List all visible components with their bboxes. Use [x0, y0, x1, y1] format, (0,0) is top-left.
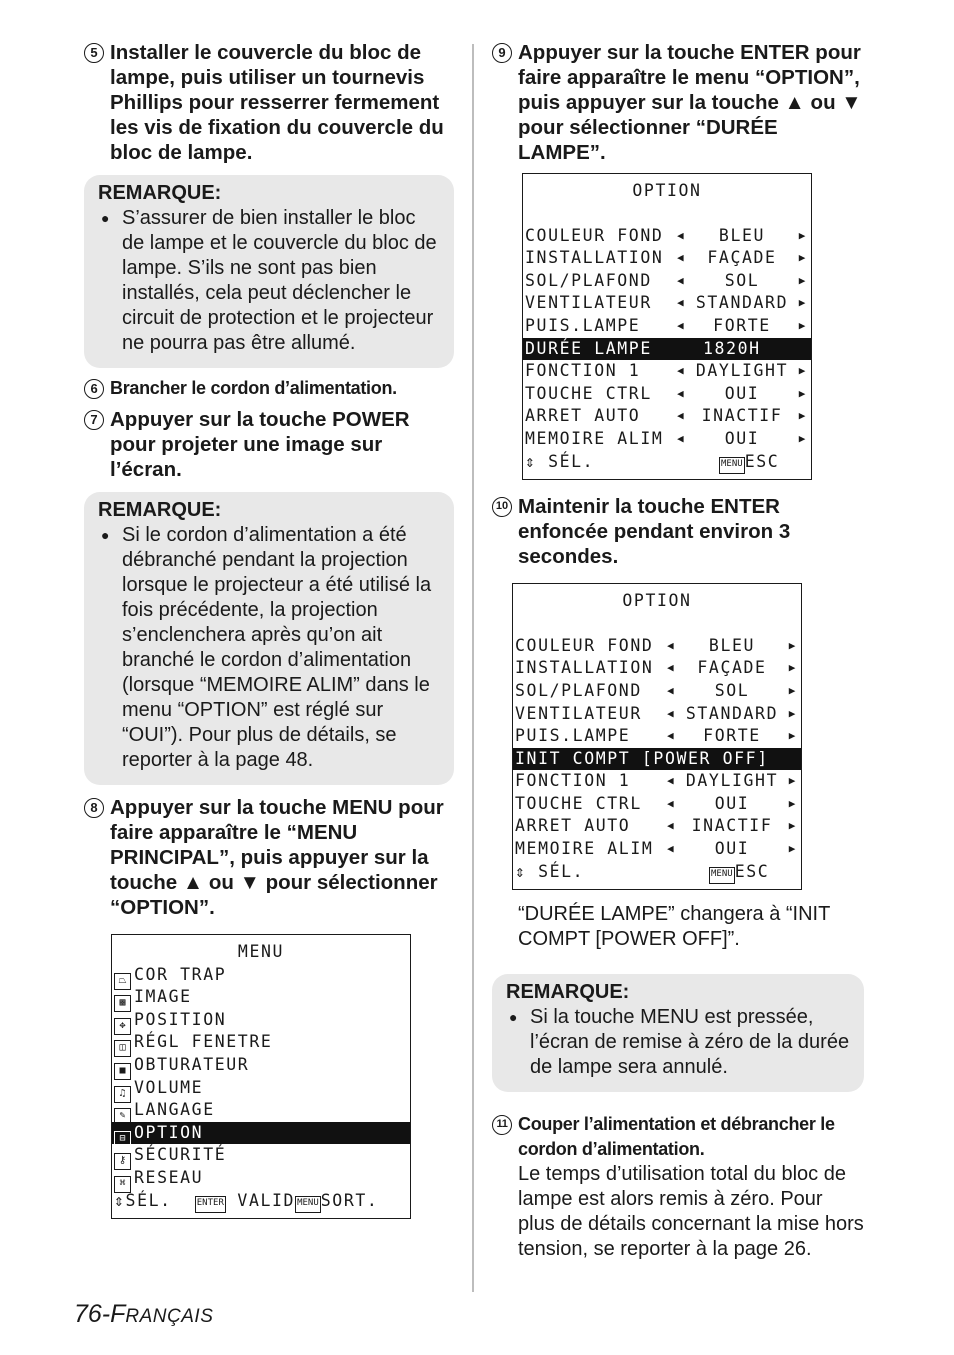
right-arrow-icon: ▶	[788, 706, 797, 720]
step-8	[84, 795, 454, 920]
option-value-text: SOL	[724, 270, 760, 290]
option-label: DURÉE LAMPE	[525, 338, 652, 358]
menu-item[interactable]	[112, 1054, 410, 1077]
option-value	[667, 657, 797, 680]
menu-item-label: OBTURATEUR	[134, 1054, 250, 1074]
right-arrow-icon: ▶	[788, 796, 797, 810]
menu-key-icon: MENU	[719, 457, 745, 474]
right-arrow-icon: ▶	[798, 409, 807, 423]
menu-item-label: RÉGL FENETRE	[134, 1032, 273, 1052]
step-text: Appuyer sur la touche ENTER pour faire apparaître le menu “OPTION”, puis appuyer sur la touche ▲ ou ▼ pour sélectionner “DURÉE LAMPE”.	[518, 41, 862, 164]
left-arrow-icon: ◀	[667, 706, 676, 720]
option-row[interactable]	[523, 405, 811, 428]
main-menu-screen	[111, 934, 411, 1219]
option-value: 1820H	[703, 338, 761, 358]
option-list	[513, 635, 801, 861]
option-label: PUIS.LAMPE	[515, 726, 631, 746]
window-icon: ◫	[114, 1040, 131, 1057]
right-arrow-icon: ▶	[788, 661, 797, 675]
option-row[interactable]	[523, 292, 811, 315]
option-title: OPTION	[632, 181, 702, 200]
footer-select-label: SÉL.	[538, 861, 585, 881]
right-arrow-icon: ▶	[798, 364, 807, 378]
option-row[interactable]	[513, 725, 801, 748]
shutter-icon: ■	[114, 1063, 131, 1080]
option-label: TOUCHE CTRL	[515, 793, 642, 813]
option-value-text: BLEU	[708, 635, 756, 655]
step-number: 7	[84, 410, 104, 430]
left-arrow-icon: ◀	[677, 296, 686, 310]
option-value-text: OUI	[724, 428, 760, 448]
left-arrow-icon: ◀	[667, 796, 676, 810]
step-number: 10	[492, 497, 512, 517]
step-text: Appuyer sur la touche POWER pour projeter une image sur l’écran.	[110, 408, 410, 481]
option-label: MEMOIRE ALIM	[515, 839, 654, 859]
note-bullet: ● Si la touche MENU est pressée, l’écran de remise à zéro de la durée de lampe sera annulé.	[506, 1005, 850, 1080]
option-row[interactable]	[523, 247, 811, 270]
option-label: MEMOIRE ALIM	[525, 428, 664, 448]
left-arrow-icon: ◀	[677, 251, 686, 265]
left-arrow-icon: ◀	[677, 386, 686, 400]
option-row[interactable]	[523, 360, 811, 383]
menu-item[interactable]	[112, 1077, 410, 1100]
option-label: FONCTION 1	[525, 361, 641, 381]
option-label: COULEUR FOND	[515, 635, 654, 655]
volume-icon: ♫	[114, 1086, 131, 1103]
option-row[interactable]	[523, 225, 811, 248]
option-value	[667, 703, 797, 726]
option-value	[677, 315, 807, 338]
option-row[interactable]	[523, 383, 811, 406]
menu-item[interactable]	[112, 986, 410, 1009]
right-column	[492, 40, 864, 1262]
step-text: Couper l’alimentation et débrancher le cordon d’alimentation.	[518, 1114, 835, 1160]
right-arrow-icon: ▶	[788, 683, 797, 697]
right-arrow-icon: ▶	[788, 774, 797, 788]
left-arrow-icon: ◀	[667, 683, 676, 697]
option-row[interactable]	[513, 635, 801, 658]
left-arrow-icon: ◀	[667, 842, 676, 856]
menu-item[interactable]	[112, 1167, 410, 1190]
option-value	[677, 383, 807, 406]
step-5	[84, 40, 454, 165]
right-arrow-icon: ▶	[798, 228, 807, 242]
keystone-icon: ⏢	[114, 973, 131, 990]
option-value-text: INACTIF	[691, 816, 773, 836]
note-title: REMARQUE:	[98, 182, 222, 204]
option-row[interactable]	[513, 793, 801, 816]
menu-item[interactable]	[112, 1099, 410, 1122]
network-icon: ⌘	[114, 1176, 131, 1193]
footer-select-label: SÉL.	[548, 451, 595, 471]
menu-item-label: OPTION	[134, 1122, 204, 1142]
option-row[interactable]	[513, 748, 801, 771]
menu-item-label: POSITION	[134, 1009, 227, 1029]
menu-title: MENU	[237, 942, 285, 961]
note-box	[492, 974, 864, 1092]
right-arrow-icon: ▶	[798, 296, 807, 310]
option-value-text: OUI	[714, 793, 750, 813]
right-arrow-icon: ▶	[798, 318, 807, 332]
option-row[interactable]	[513, 838, 801, 861]
option-menu-screen-1	[522, 173, 812, 480]
option-label: VENTILATEUR	[525, 293, 652, 313]
option-value-text: OUI	[714, 839, 750, 859]
footer-esc-label: ESC	[734, 861, 770, 881]
position-icon: ✥	[114, 1018, 131, 1035]
option-row[interactable]	[523, 338, 811, 361]
option-value	[677, 247, 807, 270]
menu-item-label: RESEAU	[134, 1167, 204, 1187]
note-box	[84, 175, 454, 368]
option-value	[677, 405, 807, 428]
option-value-text: STANDARD	[695, 293, 789, 313]
option-label: INSTALLATION	[525, 248, 664, 268]
menu-footer: ⇕SÉL. ENTER VALID MENU SORT.	[112, 1190, 410, 1213]
menu-item[interactable]	[112, 1031, 410, 1054]
right-arrow-icon: ▶	[798, 251, 807, 265]
note-title: REMARQUE:	[506, 981, 630, 1004]
left-arrow-icon: ◀	[667, 774, 676, 788]
note-title: REMARQUE:	[98, 499, 222, 521]
footer-sort-label: SORT.	[320, 1190, 379, 1210]
option-label: PUIS.LAMPE	[525, 315, 641, 335]
left-arrow-icon: ◀	[667, 819, 676, 833]
step-body: Le temps d’utilisation total du bloc de lampe est alors remis à zéro. Pour plus de détails concernant la mise hors tension, se reporter à la page 26.	[518, 1163, 864, 1261]
left-arrow-icon: ◀	[677, 431, 686, 445]
step-7	[84, 407, 454, 482]
option-label: SOL/PLAFOND	[525, 270, 652, 290]
page-footer	[74, 1300, 213, 1329]
option-label: TOUCHE CTRL	[525, 383, 652, 403]
column-divider	[472, 44, 474, 1292]
option-label: SOL/PLAFOND	[515, 680, 642, 700]
right-arrow-icon: ▶	[788, 842, 797, 856]
option-row[interactable]	[513, 815, 801, 838]
option-value	[667, 635, 797, 658]
step-text: Brancher le cordon d’alimentation.	[110, 378, 397, 398]
menu-item-label: LANGAGE	[134, 1100, 215, 1120]
left-arrow-icon: ◀	[677, 318, 686, 332]
option-value-text: BLEU	[718, 225, 766, 245]
left-arrow-icon: ◀	[667, 729, 676, 743]
right-arrow-icon: ▶	[788, 729, 797, 743]
left-arrow-icon: ◀	[677, 273, 686, 287]
option-label: VENTILATEUR	[515, 703, 642, 723]
right-arrow-icon: ▶	[798, 273, 807, 287]
step-number: 8	[84, 798, 104, 818]
option-label: FONCTION 1	[515, 771, 631, 791]
menu-item-label: IMAGE	[134, 987, 192, 1007]
option-value	[667, 793, 797, 816]
step-11	[492, 1112, 864, 1262]
option-row[interactable]	[523, 315, 811, 338]
step-number: 5	[84, 43, 104, 63]
option-value	[667, 680, 797, 703]
note-bullet: ● Si le cordon d’alimentation a été débranché pendant la projection lorsque le projecteur a été utilisé la fois précédente, la projection s’enclenchera après qu’on ait branché le cordon d’alimentation (lorsque “MEMOIRE ALIM” dans le menu “OPTION” est réglé sur “OUI”). Pour plus de détails, se reporter à la page 48.	[98, 523, 440, 773]
security-key-icon: ⚷	[114, 1153, 131, 1170]
menu-key-icon: MENU	[709, 867, 735, 884]
option-menu-screen-2	[512, 583, 802, 890]
option-value-text: OUI	[724, 383, 760, 403]
option-row[interactable]	[523, 270, 811, 293]
step-text: Maintenir la touche ENTER enfoncée pendant environ 3 secondes.	[518, 495, 791, 569]
option-icon: ⊟	[114, 1131, 131, 1148]
right-arrow-icon: ▶	[788, 819, 797, 833]
option-value-text: DAYLIGHT	[685, 771, 779, 791]
option-label: ARRET AUTO	[525, 406, 641, 426]
option-row[interactable]	[513, 657, 801, 680]
footer-esc-label: ESC	[744, 451, 780, 471]
option-label: INSTALLATION	[515, 658, 654, 678]
option-value-text: SOL	[714, 680, 750, 700]
image-icon: ▩	[114, 995, 131, 1012]
option-value-text: STANDARD	[685, 703, 779, 723]
menu-item[interactable]	[112, 1144, 410, 1167]
step-text: Installer le couvercle du bloc de lampe, puis utiliser un tournevis Phillips pour resserrer fermement les vis de fixation du couvercle du bloc de lampe.	[110, 41, 444, 164]
option-row[interactable]	[523, 428, 811, 451]
left-arrow-icon: ◀	[677, 409, 686, 423]
menu-item-label: COR TRAP	[134, 964, 227, 984]
menu-key-icon: MENU	[295, 1196, 321, 1213]
option-value	[677, 428, 807, 451]
menu-item[interactable]	[112, 1009, 410, 1032]
step-text: Appuyer sur la touche MENU pour faire apparaître le “MENU PRINCIPAL”, puis appuyer sur la touche ▲ ou ▼ pour sélectionner “OPTION”.	[110, 796, 444, 919]
note-bullet: ● S’assurer de bien installer le bloc de lampe et le couvercle du bloc de lampe. S’ils ne sont pas bien installés, cela peut déclencher le circuit de protection et le projecteur ne pourra pas être allumé.	[98, 206, 440, 356]
menu-item[interactable]	[112, 964, 410, 987]
option-value-text: FORTE	[703, 726, 761, 746]
option-value	[677, 292, 807, 315]
caption-text: “DURÉE LAMPE” changera à “INIT COMPT [POWER OFF]”.	[518, 903, 830, 951]
option-footer: ⇕ SÉL. MENU ESC	[523, 451, 811, 474]
menu-item[interactable]	[112, 1122, 410, 1145]
option-value-text: FORTE	[713, 315, 771, 335]
option-footer: ⇕ SÉL. MENU ESC	[513, 861, 801, 884]
enter-key-icon: ENTER	[195, 1196, 226, 1213]
option-value	[667, 725, 797, 748]
menu-list	[112, 964, 410, 1190]
option-value-text: INACTIF	[701, 406, 783, 426]
left-arrow-icon: ◀	[677, 228, 686, 242]
step-10	[492, 494, 864, 569]
right-arrow-icon: ▶	[798, 431, 807, 445]
footer-valid-label: VALID	[237, 1190, 296, 1210]
note-box	[84, 492, 454, 785]
language-icon: ✎	[114, 1108, 131, 1125]
option-row[interactable]	[513, 703, 801, 726]
menu-item-label: VOLUME	[134, 1077, 204, 1097]
left-arrow-icon: ◀	[667, 661, 676, 675]
option-value	[677, 360, 807, 383]
footer-select-label: SÉL.	[125, 1190, 172, 1210]
option-label: COULEUR FOND	[525, 225, 664, 245]
option-row[interactable]	[513, 770, 801, 793]
left-arrow-icon: ◀	[677, 364, 686, 378]
left-arrow-icon: ◀	[667, 638, 676, 652]
option-title: OPTION	[622, 591, 692, 611]
option-value-text: FAÇADE	[697, 658, 767, 678]
option-value-text: FAÇADE	[707, 248, 777, 268]
step-number: 11	[492, 1115, 512, 1135]
option-row[interactable]	[513, 680, 801, 703]
option-value	[667, 815, 797, 838]
option-list	[523, 225, 811, 451]
left-column	[84, 40, 454, 1219]
step-number: 6	[84, 379, 104, 399]
option-value	[667, 770, 797, 793]
option-value	[667, 838, 797, 861]
right-arrow-icon: ▶	[788, 638, 797, 652]
right-arrow-icon: ▶	[798, 386, 807, 400]
step-number: 9	[492, 43, 512, 63]
option-value	[677, 270, 807, 293]
page-number: 76-F	[74, 1300, 126, 1328]
menu-item-label: SÉCURITÉ	[134, 1145, 227, 1165]
option-label: INIT COMPT [POWER OFF]	[515, 748, 769, 768]
page-language: RANÇAIS	[125, 1306, 214, 1327]
option-label: ARRET AUTO	[515, 816, 631, 836]
option-value	[677, 225, 807, 248]
option-value-text: DAYLIGHT	[695, 361, 789, 381]
step-9	[492, 40, 864, 165]
step-6	[84, 376, 454, 401]
